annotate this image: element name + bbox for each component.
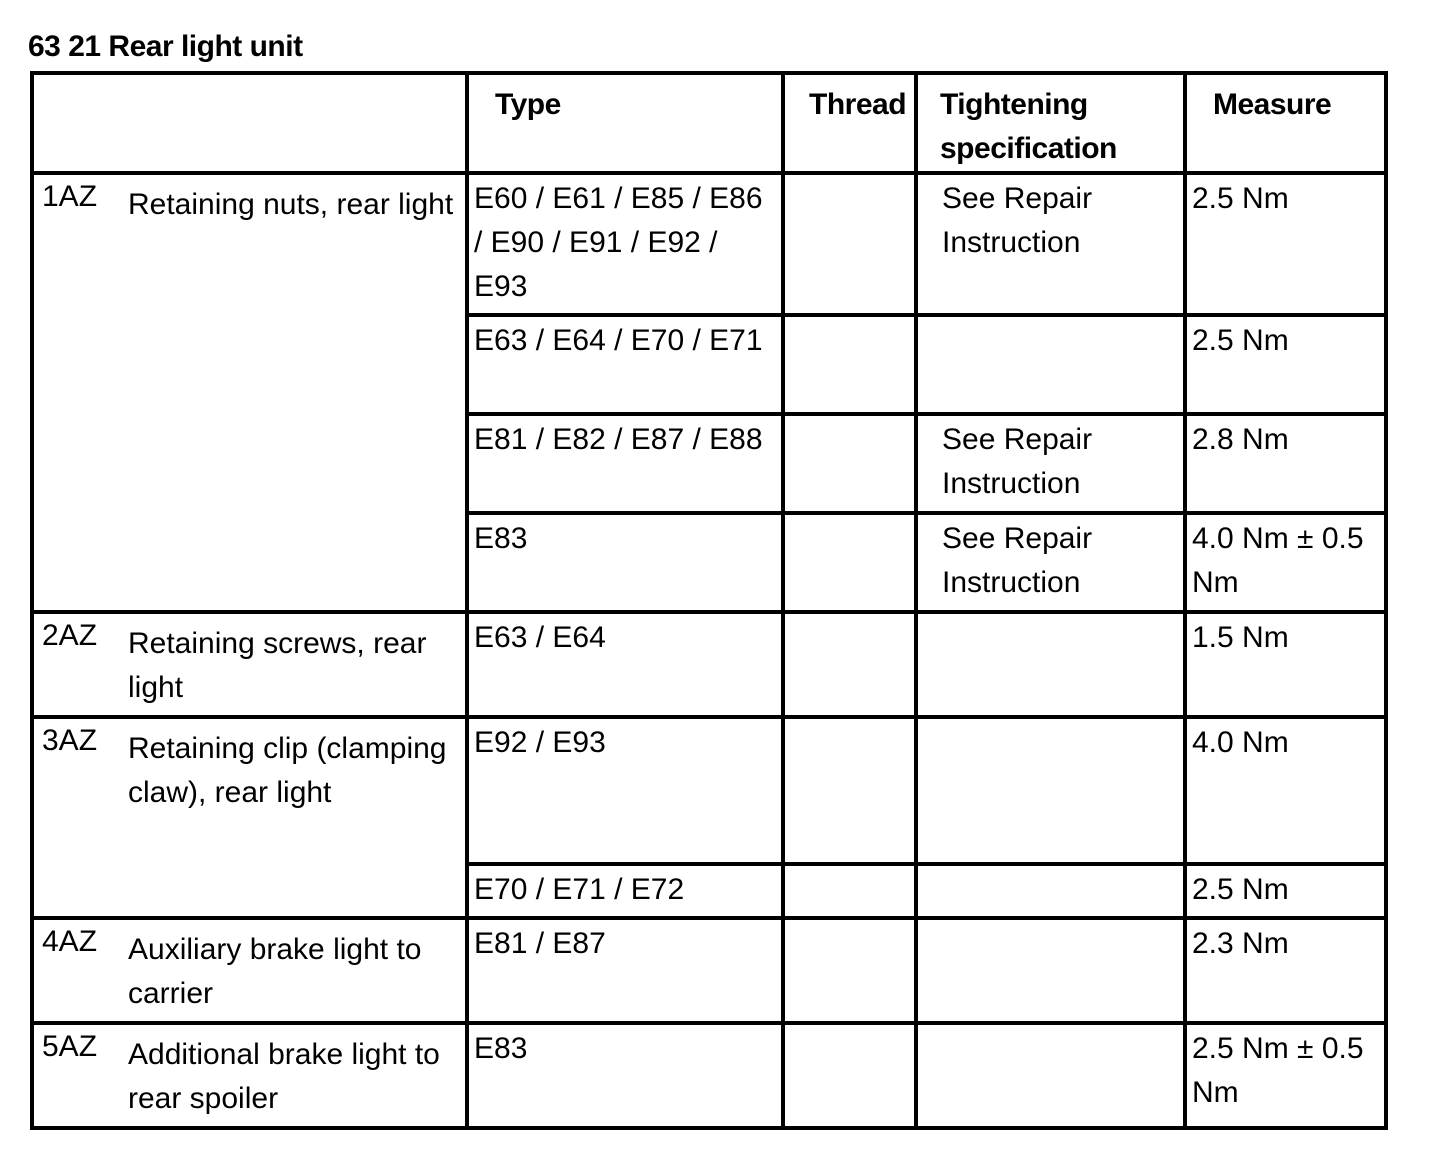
header-tightening-line2: specification [940,132,1117,165]
tightening-cell [916,612,1185,717]
measure-cell: 1.5 Nm [1185,612,1386,717]
thread-cell [783,1023,916,1128]
header-description [32,73,467,173]
tightening-cell: See Repair Instruction [916,173,1185,315]
item-code: 3AZ [42,724,98,757]
header-type: Type [467,73,783,173]
tightening-cell [916,1023,1185,1128]
thread-cell [783,513,916,612]
item-description: Additional brake light to rear spoiler [128,1038,440,1115]
header-row [32,73,1386,173]
torque-spec-table [30,71,1388,1130]
thread-cell [783,315,916,414]
item-code: 1AZ [42,180,98,213]
header-measure: Measure [1185,73,1386,173]
thread-cell [783,612,916,717]
type-cell: E83 [467,513,783,612]
table-row [32,717,1386,864]
type-cell: E63 / E64 / E70 / E71 [467,315,783,414]
thread-cell [783,173,916,315]
type-cell: E81 / E87 [467,918,783,1023]
table-row [32,1023,1386,1128]
tightening-cell [916,315,1185,414]
header-thread: Thread [783,73,916,173]
description-cell [32,173,467,612]
item-code: 4AZ [42,925,98,958]
type-cell: E92 / E93 [467,717,783,864]
tightening-cell [916,918,1185,1023]
table-row [32,612,1386,717]
item-description: Retaining clip (clamping claw), rear light [128,732,447,809]
measure-cell: 4.0 Nm [1185,717,1386,864]
table-row [32,918,1386,1023]
type-cell: E83 [467,1023,783,1128]
measure-cell: 2.5 Nm [1185,864,1386,918]
measure-cell: 4.0 Nm ± 0.5 Nm [1185,513,1386,612]
tightening-cell [916,864,1185,918]
thread-cell [783,717,916,864]
item-description: Auxiliary brake light to carrier [128,933,422,1010]
item-description: Retaining screws, rear light [128,627,427,704]
thread-cell [783,864,916,918]
measure-cell: 2.5 Nm [1185,315,1386,414]
measure-cell: 2.5 Nm [1185,173,1386,315]
header-tightening [916,73,1185,173]
type-cell: E70 / E71 / E72 [467,864,783,918]
description-cell [32,717,467,918]
description-cell [32,1023,467,1128]
page-title: 63 21 Rear light unit [28,30,303,63]
table-row [32,173,1386,315]
description-cell [32,612,467,717]
tightening-cell: See Repair Instruction [916,414,1185,513]
type-cell: E60 / E61 / E85 / E86 / E90 / E91 / E92 / E93 [467,173,783,315]
tightening-cell [916,717,1185,864]
item-description: Retaining nuts, rear light [128,188,454,221]
measure-cell: 2.8 Nm [1185,414,1386,513]
thread-cell [783,918,916,1023]
item-code: 2AZ [42,619,98,652]
measure-cell: 2.3 Nm [1185,918,1386,1023]
description-cell [32,918,467,1023]
thread-cell [783,414,916,513]
measure-cell: 2.5 Nm ± 0.5 Nm [1185,1023,1386,1128]
header-tightening-line1: Tightening [940,88,1088,121]
type-cell: E81 / E82 / E87 / E88 [467,414,783,513]
tightening-cell: See Repair Instruction [916,513,1185,612]
type-cell: E63 / E64 [467,612,783,717]
item-code: 5AZ [42,1030,98,1063]
